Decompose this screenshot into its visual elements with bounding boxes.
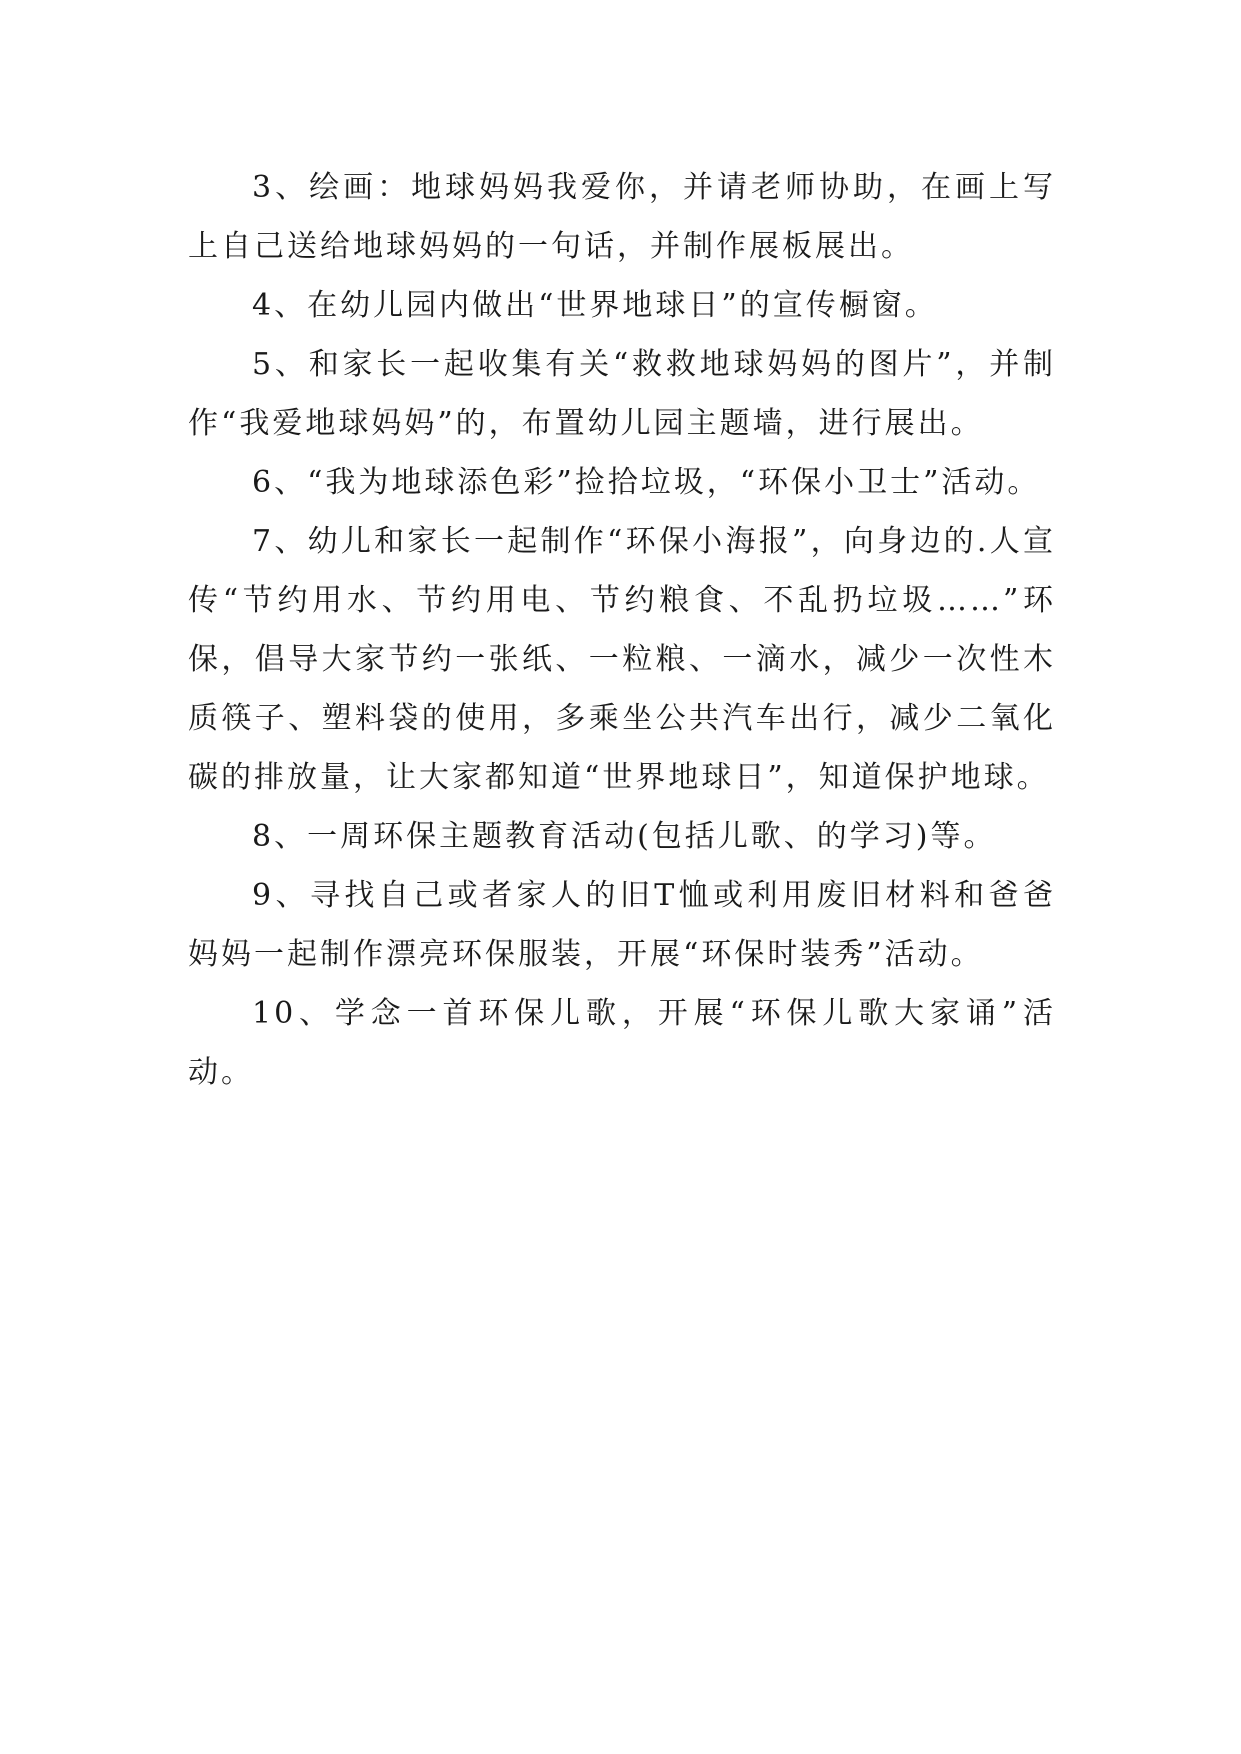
- paragraph-item-10: 10、学念一首环保儿歌，开展“环保儿歌大家诵”活动。: [188, 996, 1056, 1090]
- paragraph-item-4: 4、在幼儿园内做出“世界地球日”的宣传橱窗。: [252, 288, 938, 323]
- paragraph-item-7: 7、幼儿和家长一起制作“环保小海报”，向身边的.人宣传“节约用水、节约用电、节约粮食、不乱扔垃圾……”环保，倡导大家节约一张纸、一粒粮、一滴水，减少一次性木质筷子、塑料袋的使用，多乘坐公共汽车出行，减少二氧化碳的排放量，让大家都知道“世界地球日”，知道保护地球。: [188, 524, 1056, 795]
- paragraph-item-6: 6、“我为地球添色彩”捡拾垃圾，“环保小卫士”活动。: [252, 465, 1041, 500]
- paragraph-item-9: 9、寻找自己或者家人的旧T恤或利用废旧材料和爸爸妈妈一起制作漂亮环保服装，开展“环保时装秀”活动。: [188, 878, 1056, 972]
- paragraph-item-5: 5、和家长一起收集有关“救救地球妈妈的图片”，并制作“我爱地球妈妈”的，布置幼儿园主题墙，进行展出。: [188, 347, 1056, 441]
- document-body: [188, 158, 1056, 1102]
- paragraph-item-8: 8、一周环保主题教育活动(包括儿歌、的学习)等。: [252, 819, 997, 854]
- paragraph-item-3: 3、绘画：地球妈妈我爱你，并请老师协助，在画上写上自己送给地球妈妈的一句话，并制作展板展出。: [188, 170, 1056, 264]
